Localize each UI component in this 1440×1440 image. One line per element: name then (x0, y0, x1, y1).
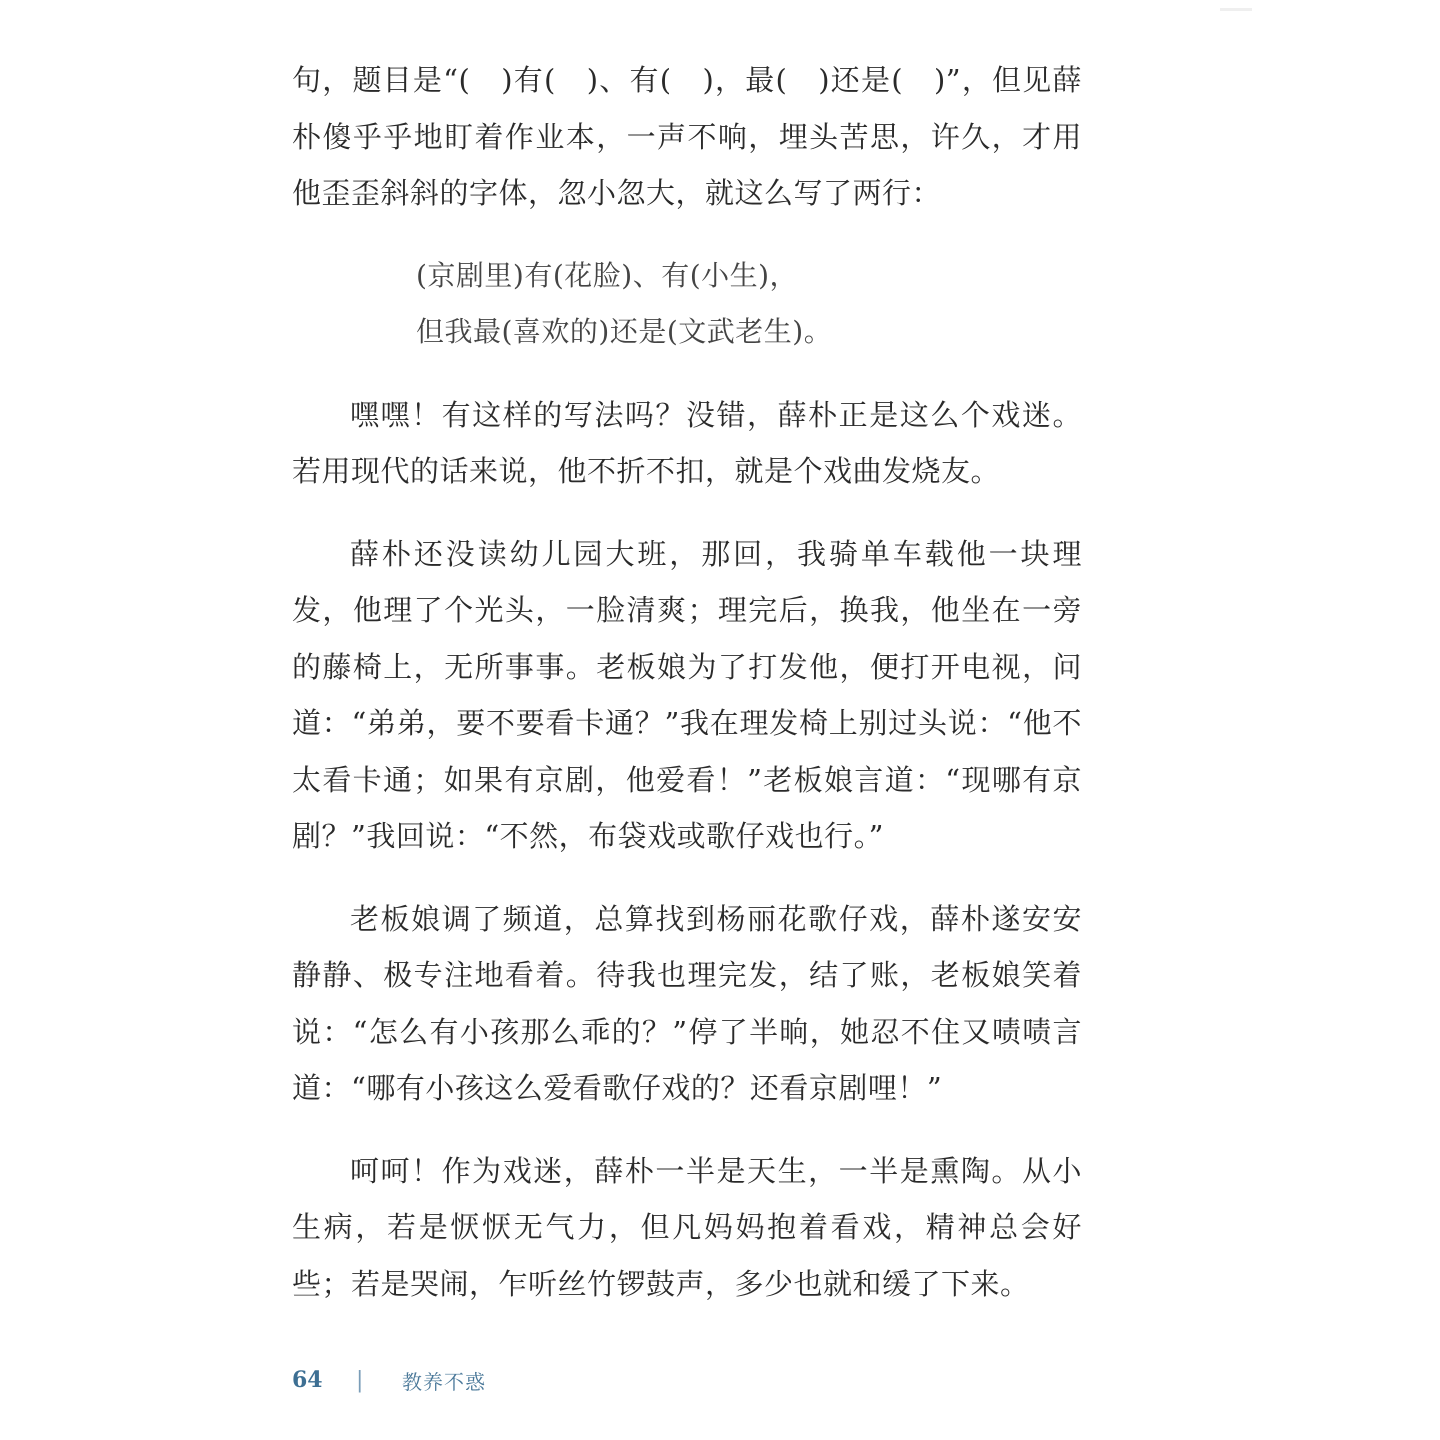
poem-line-1: (京剧里)有(花脸)、有(小生)， (416, 258, 799, 292)
paragraph-haircut: 薛朴还没读幼儿园大班，那回，我骑单车载他一块理发，他理了个光头，一脸清爽；理完后，换我，他坐在一旁的藤椅上，无所事事。老板娘为了打发他，便打开电视，问道：“弟弟，要不要看卡通？”我在理发椅上别过头说：“他不太看卡通；如果有京剧，他爱看！”老板娘言道：“现哪有京剧？”我回说：“不然，布袋戏或歌仔戏也行。” (292, 536, 1082, 853)
paragraph-opera-fan: 嘿嘿！有这样的写法吗？没错，薛朴正是这么个戏迷。若用现代的话来说，他不折不扣，就是个戏曲发烧友。 (292, 397, 1082, 488)
corner-mark (1220, 8, 1252, 11)
paragraph-tv-channel: 老板娘调了频道，总算找到杨丽花歌仔戏，薛朴遂安安静静、极专注地看着。待我也理完发，结了账，老板娘笑着说：“怎么有小孩那么乖的？”停了半晌，她忍不住又啧啧言道：“哪有小孩这么爱看歌仔戏的？还看京剧哩！” (292, 901, 1082, 1105)
running-title: 教养不惑 (402, 1369, 486, 1394)
paragraph-continued: 句，题目是“( )有( )、有( )，最( )还是( )”，但见薛朴傻乎乎地盯着作业本，一声不响，埋头苦思，许久，才用他歪歪斜斜的字体，忽小忽大，就这么写了两行： (292, 63, 1082, 210)
poem-block (292, 248, 1082, 361)
footer-separator: | (356, 1367, 364, 1393)
body-text (292, 52, 1082, 1312)
paragraph-nature-nurture: 呵呵！作为戏迷，薛朴一半是天生，一半是熏陶。从小生病，若是恹恹无气力，但凡妈妈抱着看戏，精神总会好些；若是哭闹，乍听丝竹锣鼓声，多少也就和缓了下来。 (292, 1153, 1082, 1301)
page-footer (292, 1362, 486, 1398)
poem-line-2: 但我最(喜欢的)还是(文武老生)。 (416, 315, 833, 348)
page-number: 64 (292, 1367, 323, 1393)
